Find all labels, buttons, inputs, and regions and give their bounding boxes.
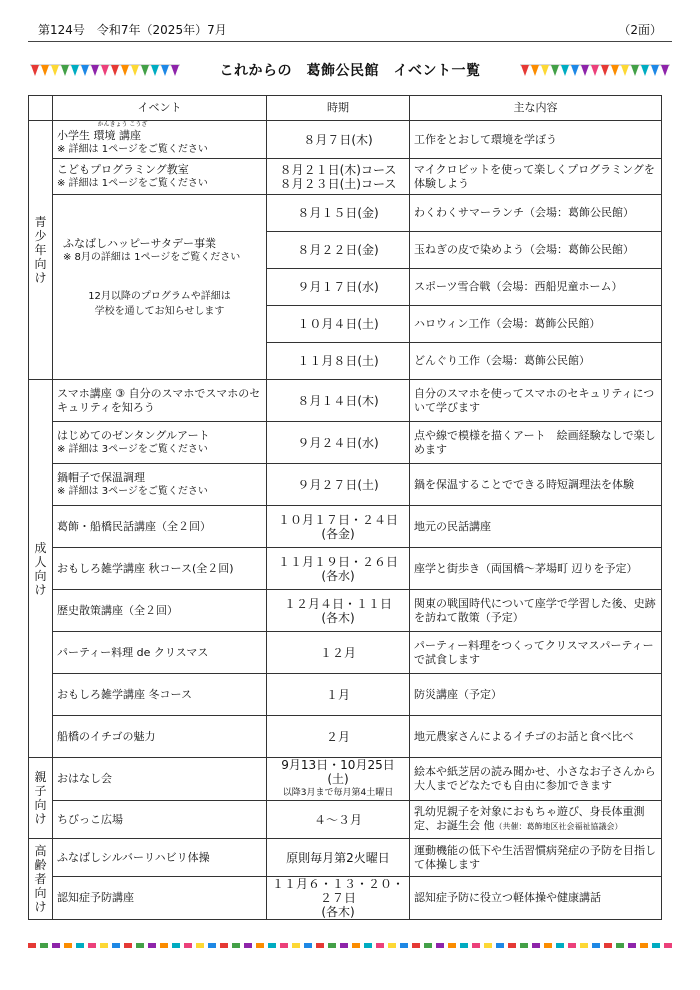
footer-dot <box>52 943 60 948</box>
footer-dot <box>148 943 156 948</box>
event-cell: 鍋帽子で保温調理 ※ 詳細は 3ページをご覧ください <box>53 464 267 506</box>
category-family: 親 子 向 け <box>29 758 53 839</box>
table-row <box>29 380 662 422</box>
period-cell: ８月１５日(金) <box>267 195 410 232</box>
table-row <box>29 548 662 590</box>
footer-dot <box>292 943 300 948</box>
footer-dot <box>256 943 264 948</box>
event-note: ※ 8月の詳細は 1ページをご覧ください <box>63 252 241 263</box>
event-cell: パーティー料理 de クリスマス <box>53 632 267 674</box>
content-cell: スポーツ雪合戦（会場：西船児童ホーム） <box>410 269 662 306</box>
table-row <box>29 674 662 716</box>
footer-dot <box>364 943 372 948</box>
footer-dot <box>136 943 144 948</box>
event-cell: 小学生 かんきょう こうざ 環境 講座 ※ 詳細は 1ページをご覧ください <box>53 121 267 159</box>
footer-dot <box>532 943 540 948</box>
footer-dot <box>508 943 516 948</box>
table-row <box>29 121 662 159</box>
footer-dot <box>172 943 180 948</box>
bunting-flag <box>651 65 659 76</box>
period-cell: 原則毎月第2火曜日 <box>267 839 410 877</box>
header-event: イベント <box>53 96 267 121</box>
footer-dot <box>232 943 240 948</box>
footer-dot <box>616 943 624 948</box>
period-cell: １０月４日(土) <box>267 306 410 343</box>
footer-dot <box>448 943 456 948</box>
table-row <box>29 716 662 758</box>
period-cell: ８月２２日(金) <box>267 232 410 269</box>
footer-dot <box>664 943 672 948</box>
footer-dot <box>244 943 252 948</box>
footer-dot <box>40 943 48 948</box>
content-cell: 工作をとおして環境を学ぼう <box>410 121 662 159</box>
bunting-flag <box>611 65 619 76</box>
bunting-flag <box>531 65 539 76</box>
footer-dot <box>280 943 288 948</box>
category-senior: 高 齢 者 向 け <box>29 839 53 920</box>
content-cell: どんぐり工作（会場：葛飾公民館） <box>410 343 662 380</box>
footer-dot <box>424 943 432 948</box>
content-cell: 防災講座（予定） <box>410 674 662 716</box>
bunting-flag <box>541 65 549 76</box>
event-cell: 船橋のイチゴの魅力 <box>53 716 267 758</box>
event-cell: はじめてのゼンタングルアート ※ 詳細は 3ページをご覧ください <box>53 422 267 464</box>
table-row <box>29 758 662 801</box>
footer-dot <box>412 943 420 948</box>
content-cell: 乳幼児親子を対象におもちゃ遊び、身長体重測定、お誕生会 他（共催：葛飾地区社会福祉協議会） <box>410 801 662 839</box>
event-cell: おもしろ雑学講座 秋コース(全２回) <box>53 548 267 590</box>
category-youth: 青 少 年 向 け <box>29 121 53 380</box>
footer-dot <box>400 943 408 948</box>
footer-dot <box>496 943 504 948</box>
content-cell: 座学と街歩き（両国橋～茅場町 辺りを予定） <box>410 548 662 590</box>
footer-dot <box>580 943 588 948</box>
period-cell: １１月８日(土) <box>267 343 410 380</box>
table-header-row <box>29 96 662 121</box>
footer-dot <box>460 943 468 948</box>
period-cell: ４～３月 <box>267 801 410 839</box>
footer-dot <box>640 943 648 948</box>
content-cell: パーティー料理をつくってクリスマスパーティーで試食します <box>410 632 662 674</box>
footer-dot <box>544 943 552 948</box>
footer-dot <box>352 943 360 948</box>
period-cell: １２月４日・１１日 (各木) <box>267 590 410 632</box>
header-content: 主な内容 <box>410 96 662 121</box>
event-subnote: 12月以降のプログラムや詳細は 学校を通してお知らせします <box>88 291 231 317</box>
bunting-flag <box>571 65 579 76</box>
period-cell: ８月１４日(木) <box>267 380 410 422</box>
footer-dot <box>304 943 312 948</box>
table-row <box>29 159 662 195</box>
bunting-flag <box>601 65 609 76</box>
content-cell: ハロウィン工作（会場：葛飾公民館） <box>410 306 662 343</box>
footer-dot <box>28 943 36 948</box>
content-cell: 関東の戦国時代について座学で学習した後、史跡を訪ねて散策（予定） <box>410 590 662 632</box>
table-row <box>29 422 662 464</box>
footer-dot <box>220 943 228 948</box>
footer-dot <box>376 943 384 948</box>
period-cell: １０月１７日・２４日 (各金) <box>267 506 410 548</box>
footer-dot <box>592 943 600 948</box>
period-cell: ９月１７日(水) <box>267 269 410 306</box>
footer-dot <box>76 943 84 948</box>
footer-dot <box>316 943 324 948</box>
footer-dot <box>388 943 396 948</box>
header-divider <box>28 41 672 42</box>
content-cell: 地元の民話講座 <box>410 506 662 548</box>
event-cell: おもしろ雑学講座 冬コース <box>53 674 267 716</box>
header-category <box>29 96 53 121</box>
table-row <box>29 195 662 232</box>
footer-dot <box>484 943 492 948</box>
period-cell: １２月 <box>267 632 410 674</box>
event-note: ※ 詳細は 1ページをご覧ください <box>57 177 208 189</box>
footer-dot <box>556 943 564 948</box>
event-cell: 歴史散策講座（全２回） <box>53 590 267 632</box>
bunting-flag <box>581 65 589 76</box>
event-note: ※ 詳細は 3ページをご覧ください <box>57 443 208 455</box>
page-header <box>38 18 662 40</box>
period-cell: ９月２７日(土) <box>267 464 410 506</box>
content-cell: わくわくサマーランチ（会場：葛飾公民館） <box>410 195 662 232</box>
footer-dot <box>160 943 168 948</box>
content-cell: 自分のスマホを使ってスマホのセキュリティについて学びます <box>410 380 662 422</box>
bunting-flag <box>521 65 529 76</box>
content-cell: 認知症予防に役立つ軽体操や健康講話 <box>410 877 662 920</box>
event-cell: スマホ講座 ③ 自分のスマホでスマホのセキュリティを知ろう <box>53 380 267 422</box>
event-cell-happy-saturday: ふなばしハッピーサタデー事業 ※ 8月の詳細は 1ページをご覧ください 12月以降のプログラムや詳細は 学校を通してお知らせします <box>53 195 267 380</box>
title-row <box>28 60 672 82</box>
content-cell: マイクロビットを使って楽しくプログラミングを体験しよう <box>410 159 662 195</box>
bunting-right <box>520 64 670 78</box>
footer-dot <box>208 943 216 948</box>
footer-dot <box>604 943 612 948</box>
content-cell: 地元農家さんによるイチゴのお話と食べ比べ <box>410 716 662 758</box>
footer-dot <box>184 943 192 948</box>
content-cell: 鍋を保温することでできる時短調理法を体験 <box>410 464 662 506</box>
event-cell: ちびっこ広場 <box>53 801 267 839</box>
table-row <box>29 877 662 920</box>
bunting-flag <box>631 65 639 76</box>
bunting-flag <box>661 65 669 76</box>
period-cell: ８月７日(木) <box>267 121 410 159</box>
issue-info: 第124号 令和7年（2025年）7月 <box>38 23 227 37</box>
bunting-flag <box>591 65 599 76</box>
event-note: ※ 詳細は 3ページをご覧ください <box>57 485 208 497</box>
footer-dot <box>124 943 132 948</box>
event-cell: おはなし会 <box>53 758 267 801</box>
period-cell: １１月６・１３・２０・２７日 (各木) <box>267 877 410 920</box>
bunting-flag <box>551 65 559 76</box>
bunting-flag <box>641 65 649 76</box>
footer-dot <box>196 943 204 948</box>
footer-dot <box>436 943 444 948</box>
header-period: 時期 <box>267 96 410 121</box>
table-row <box>29 464 662 506</box>
footer-dot <box>568 943 576 948</box>
content-cell: 運動機能の低下や生活習慣病発症の予防を目指して体操します <box>410 839 662 877</box>
table-row <box>29 632 662 674</box>
event-cell: 葛飾・船橋民話講座（全２回） <box>53 506 267 548</box>
bunting-flag <box>561 65 569 76</box>
period-cell: １１月１９日・２６日 (各水) <box>267 548 410 590</box>
period-cell: ８月２１日(木)コース ８月２３日(土)コース <box>267 159 410 195</box>
period-cell: ９月２４日(水) <box>267 422 410 464</box>
period-cell: 9月13日・10月25日(土) 以降3月まで毎月第4土曜日 <box>267 758 410 801</box>
period-cell: １月 <box>267 674 410 716</box>
footer-dot <box>652 943 660 948</box>
footer-dot <box>112 943 120 948</box>
bunting-flag <box>621 65 629 76</box>
category-adult: 成 人 向 け <box>29 380 53 758</box>
footer-dot <box>340 943 348 948</box>
footer-dot <box>268 943 276 948</box>
content-cell: 点や線で模様を描くアート 絵画経験なしで楽しめます <box>410 422 662 464</box>
event-cell: こどもプログラミング教室 ※ 詳細は 1ページをご覧ください <box>53 159 267 195</box>
table-row <box>29 839 662 877</box>
period-cell: ２月 <box>267 716 410 758</box>
footer-dot <box>64 943 72 948</box>
table-row <box>29 506 662 548</box>
page-title: これからの 葛飾公民館 イベント一覧 <box>219 63 481 79</box>
footer-dot <box>472 943 480 948</box>
table-row <box>29 801 662 839</box>
content-cell: 絵本や紙芝居の読み聞かせ、小さなお子さんから大人までどなたでも自由に参加できます <box>410 758 662 801</box>
footer-dot <box>88 943 96 948</box>
table-row <box>29 590 662 632</box>
content-cell: 玉ねぎの皮で染めよう（会場：葛飾公民館） <box>410 232 662 269</box>
footer-dot <box>628 943 636 948</box>
footer-dot <box>328 943 336 948</box>
event-cell: 認知症予防講座 <box>53 877 267 920</box>
event-note: ※ 詳細は 1ページをご覧ください <box>57 143 208 155</box>
ruby-text: かんきょう こうざ <box>97 120 148 128</box>
event-table <box>28 95 662 920</box>
footer-dot <box>100 943 108 948</box>
event-cell: ふなばしシルバーリハビリ体操 <box>53 839 267 877</box>
page-number: （2面） <box>618 23 662 37</box>
footer-dots <box>28 942 672 950</box>
footer-dot <box>520 943 528 948</box>
